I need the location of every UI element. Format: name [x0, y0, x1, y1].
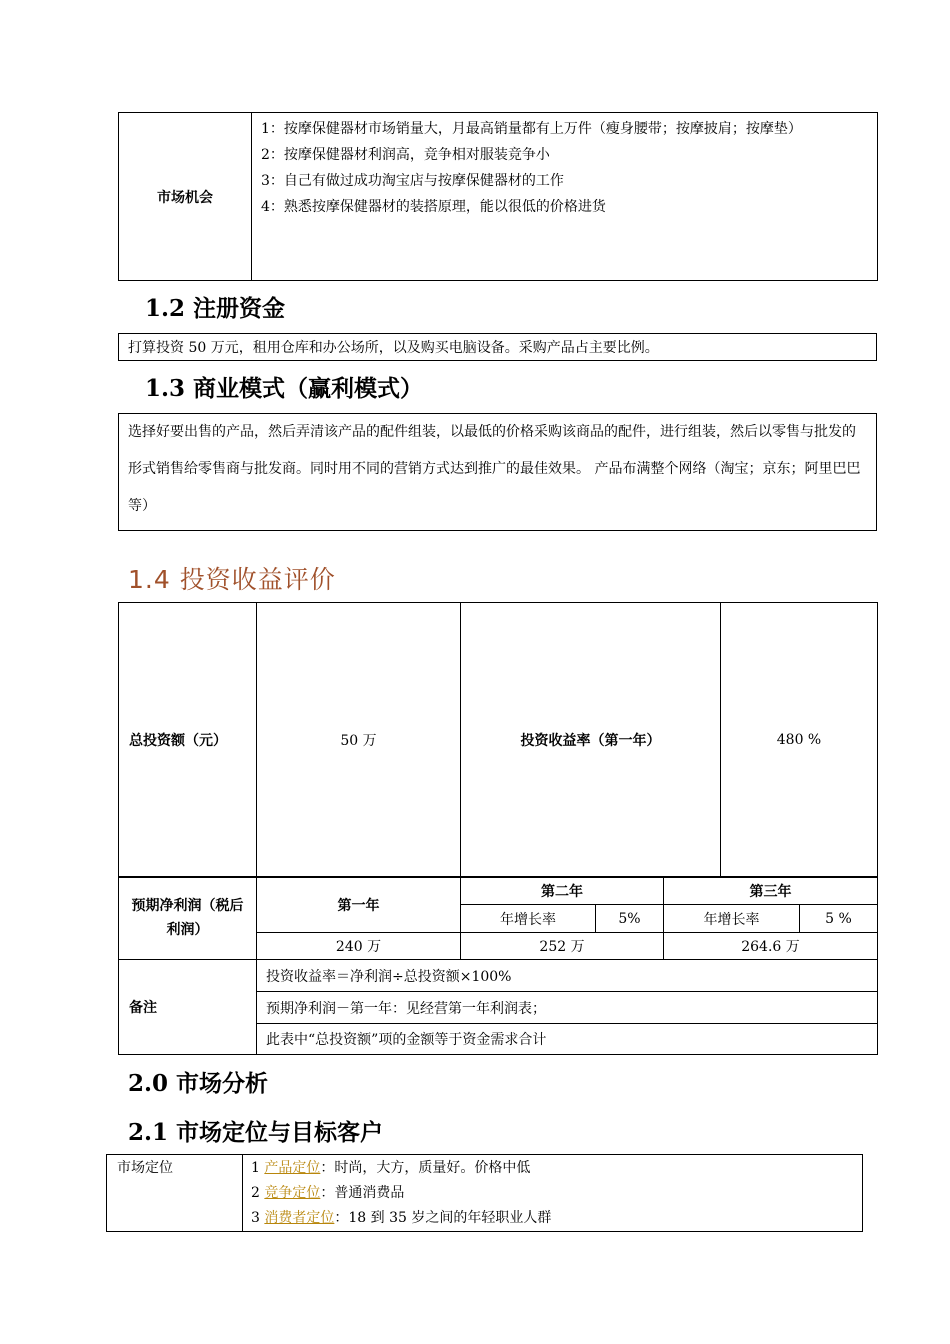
- list-item: 1：按摩保健器材市场销量大，月最高销量都有上万件（瘦身腰带；按摩披肩；按摩垫）: [261, 121, 802, 137]
- section-heading-2-0: 2.0 市场分析: [128, 1070, 269, 1097]
- competition-positioning-link[interactable]: 竞争定位: [264, 1185, 321, 1201]
- registered-capital-table: [118, 333, 877, 361]
- roi-label: 投资收益率（第一年）: [461, 603, 721, 878]
- profit-label: 预期净利润（税后利润）: [119, 877, 257, 960]
- list-item: 2 竞争定位：普通消费品: [251, 1185, 405, 1201]
- year3-label: 第三年: [664, 877, 878, 905]
- total-investment-label: 总投资额（元）: [119, 603, 257, 878]
- section-heading-1-4: 1.4 投资收益评价: [128, 565, 336, 594]
- product-positioning-link[interactable]: 产品定位: [264, 1160, 321, 1176]
- growth-label-year3: 年增长率: [664, 905, 800, 933]
- market-positioning-table: [106, 1154, 863, 1232]
- profit-year1: 240 万: [257, 933, 461, 960]
- notes-table: [118, 959, 878, 1055]
- note-item: 预期净利润－第一年：见经营第一年利润表；: [257, 992, 878, 1024]
- registered-capital-text: 打算投资 50 万元，租用仓库和办公场所，以及购买电脑设备。采购产品占主要比例。: [119, 334, 877, 361]
- market-opportunity-table: [118, 112, 878, 281]
- growth-value-year3: 5 %: [800, 905, 878, 933]
- section-heading-2-1: 2.1 市场定位与目标客户: [128, 1119, 384, 1146]
- note-item: 此表中“总投资额”项的金额等于资金需求合计: [257, 1024, 878, 1055]
- list-item: 3 消费者定位：18 到 35 岁之间的年轻职业人群: [251, 1210, 552, 1226]
- section-heading-1-2: 1.2 注册资金: [145, 295, 286, 322]
- year1-label: 第一年: [257, 877, 461, 933]
- market-positioning-label: 市场定位: [107, 1155, 243, 1232]
- consumer-positioning-link[interactable]: 消费者定位: [264, 1210, 335, 1226]
- list-item: 1 产品定位：时尚，大方，质量好。价格中低: [251, 1160, 531, 1176]
- note-item: 投资收益率＝净利润÷总投资额×100%: [257, 960, 878, 992]
- market-opportunity-label: 市场机会: [119, 113, 252, 281]
- investment-profit-table: [118, 876, 878, 960]
- profit-year2: 252 万: [461, 933, 664, 960]
- list-item: 2：按摩保健器材利润高，竞争相对服装竞争小: [261, 147, 550, 163]
- year2-label: 第二年: [461, 877, 664, 905]
- business-model-text: 选择好要出售的产品，然后弄清该产品的配件组装，以最低的价格采购该商品的配件，进行组装，然后以零售与批发的形式销售给零售商与批发商。同时用不同的营销方式达到推广的最佳效果。 产品布满整个网络（淘宝；京东；阿里巴巴等）: [119, 414, 877, 531]
- list-item: 4：熟悉按摩保健器材的装搭原理，能以很低的价格进货: [261, 199, 606, 215]
- market-opportunity-list: [252, 113, 878, 281]
- profit-year3: 264.6 万: [664, 933, 878, 960]
- business-model-table: [118, 413, 877, 531]
- list-item: 3：自己有做过成功淘宝店与按摩保健器材的工作: [261, 173, 564, 189]
- market-positioning-list: [243, 1155, 863, 1232]
- growth-value-year2: 5%: [596, 905, 664, 933]
- total-investment-value: 50 万: [257, 603, 461, 878]
- investment-top-table: [118, 602, 878, 878]
- notes-label: 备注: [119, 960, 257, 1055]
- growth-label-year2: 年增长率: [461, 905, 596, 933]
- roi-value: 480 %: [721, 603, 878, 878]
- section-heading-1-3: 1.3 商业模式（赢利模式）: [145, 375, 424, 402]
